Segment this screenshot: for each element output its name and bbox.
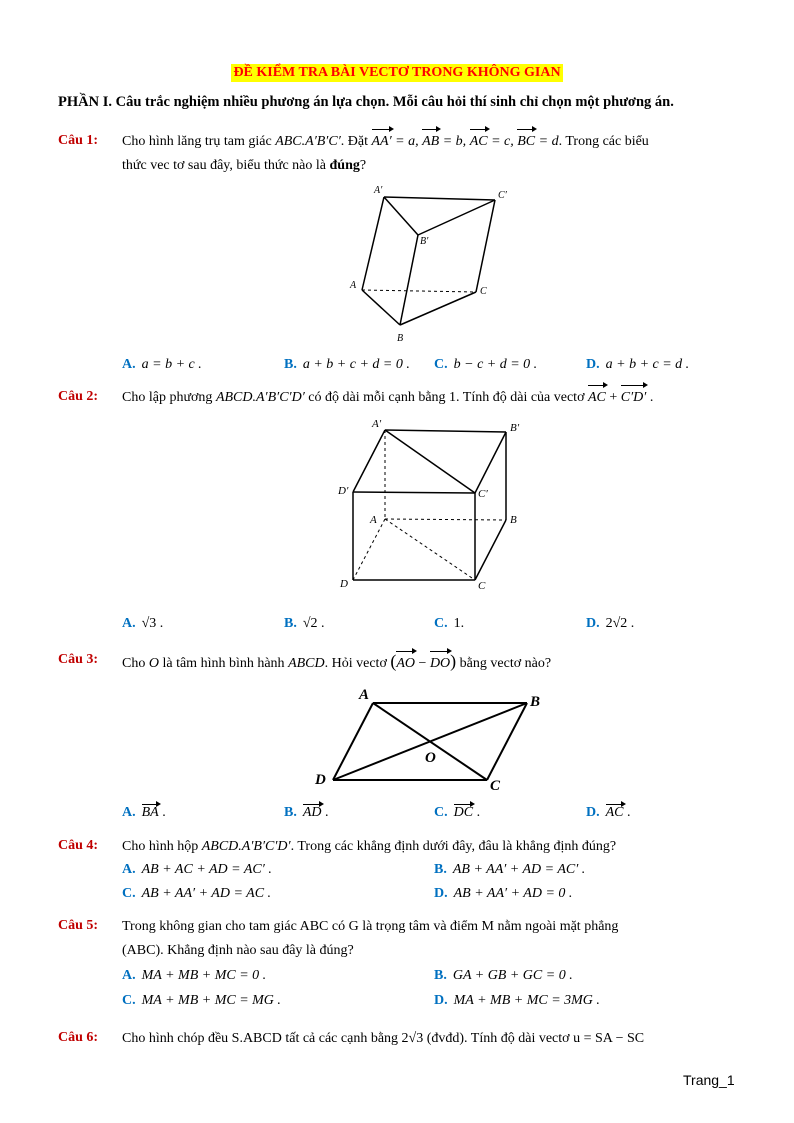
q1-text-pre: Cho hình lăng trụ tam giác — [122, 134, 276, 149]
q3-minus: − — [415, 656, 430, 671]
q1-fig-label-b1: B′ — [420, 236, 429, 247]
q1-prism: ABC.A′B′C′ — [275, 134, 341, 149]
q3-option-d-vec: AC — [605, 805, 624, 820]
q2-option-b-letter: B. — [284, 616, 297, 631]
q2-vec-cd: C′D′ — [621, 386, 647, 410]
q3-option-c-tail: . — [473, 805, 481, 820]
q4-text-post: . Trong các khẳng định dưới đây, đâu là khẳng định đúng? — [290, 839, 617, 854]
q1-line2-post: ? — [359, 158, 367, 173]
q1-option-b-text: a + b + c + d = 0 . — [302, 357, 410, 372]
q1-fig-label-a1: A′ — [374, 185, 383, 196]
q4-option-c[interactable] — [122, 886, 271, 902]
q1-def-a: = a, — [395, 134, 423, 149]
q5-line2: (ABC). Khẳng định nào sau đây là đúng? — [122, 943, 354, 958]
q5-option-c-text: MA + MB + MC = MG . — [141, 993, 281, 1008]
q3-text — [122, 649, 738, 676]
q1-option-a-letter: A. — [122, 357, 136, 372]
q4-option-c-letter: C. — [122, 886, 136, 901]
q1-fig-label-a: A — [350, 280, 357, 291]
q1-fig-label-b: B — [397, 333, 404, 344]
q2-fig-label-a1: A′ — [372, 418, 382, 430]
q3-text-pre: Cho — [122, 656, 149, 671]
q3-text-mid2: . Hỏi vectơ — [324, 656, 391, 671]
q4-box: ABCD.A′B′C′D′ — [201, 839, 291, 854]
q1-vec-aa: AA′ — [372, 130, 392, 154]
q3-option-a-letter: A. — [122, 805, 136, 820]
q4-option-a-letter: A. — [122, 862, 136, 877]
q1-option-d-letter: D. — [586, 357, 600, 372]
q3-text-post: bằng vectơ nào? — [456, 656, 552, 671]
q5-label: Câu 5: — [58, 918, 99, 933]
q1-prism-figure — [340, 180, 520, 345]
q1-option-b[interactable] — [284, 357, 410, 373]
q5-text — [122, 915, 738, 963]
q3-option-c-letter: C. — [434, 805, 448, 820]
q3-option-d-tail: . — [623, 805, 631, 820]
q2-option-d-text: 2√2 . — [605, 616, 635, 631]
q2-fig-label-b: B — [510, 514, 517, 526]
q3-close-paren: ) — [450, 651, 457, 671]
exam-title: ĐỀ KIỂM TRA BÀI VECTƠ TRONG KHÔNG GIAN — [233, 65, 561, 80]
q2-fig-label-d: D — [340, 578, 348, 590]
q4-option-a[interactable] — [122, 862, 272, 878]
q3-option-b[interactable] — [284, 805, 329, 821]
q4-option-b-text: AB + AA′ + AD = AC′ . — [452, 862, 586, 877]
q2-fig-label-a: A — [370, 514, 377, 526]
q3-option-a[interactable] — [122, 805, 166, 821]
q3-vec-ao: AO — [396, 652, 415, 676]
q3-text-mid: là tâm hình bình hành — [158, 656, 289, 671]
q2-option-d[interactable] — [586, 616, 634, 632]
q3-o: O — [148, 656, 159, 671]
q1-option-d-text: a + b + c = d . — [605, 357, 690, 372]
q3-option-b-letter: B. — [284, 805, 297, 820]
q5-option-b-letter: B. — [434, 968, 447, 983]
q3-label: Câu 3: — [58, 652, 99, 667]
q1-option-a[interactable] — [122, 357, 202, 373]
q3-fig-label-b: B — [530, 694, 541, 710]
q3-fig-label-d: D — [315, 772, 326, 788]
q3-option-c[interactable] — [434, 805, 480, 821]
q2-vec-ac: AC — [588, 386, 606, 410]
q3-abcd: ABCD — [288, 656, 325, 671]
q3-option-a-tail: . — [158, 805, 166, 820]
q1-fig-label-c: C — [480, 286, 487, 297]
q4-option-b[interactable] — [434, 862, 585, 878]
q2-cube-figure — [330, 415, 530, 595]
q4-text — [122, 835, 738, 859]
q3-open-paren: ( — [390, 651, 397, 671]
q6-label: Câu 6: — [58, 1030, 99, 1045]
q1-text-mid: . Đặt — [340, 134, 372, 149]
q2-label: Câu 2: — [58, 389, 99, 404]
q1-text — [122, 130, 738, 178]
q4-text-pre: Cho hình hộp — [122, 839, 202, 854]
q3-option-b-tail: . — [321, 805, 329, 820]
q3-parallelogram-figure — [310, 684, 560, 794]
q3-fig-label-o: O — [425, 750, 436, 766]
q2-fig-label-c: C — [478, 580, 486, 592]
q2-option-b-text: √2 . — [302, 616, 325, 631]
q2-option-a-letter: A. — [122, 616, 136, 631]
q2-option-c[interactable] — [434, 616, 464, 632]
q4-option-a-text: AB + AC + AD = AC′ . — [141, 862, 272, 877]
title-wrap — [0, 64, 794, 82]
q5-option-a-letter: A. — [122, 968, 136, 983]
q1-line2-pre: thức vec tơ sau đây, biểu thức nào là — [122, 158, 330, 173]
q2-option-a[interactable] — [122, 616, 163, 632]
q2-fig-label-b1: B′ — [510, 422, 520, 434]
q2-text-pre: Cho lập phương — [122, 390, 216, 405]
q2-plus: + — [605, 390, 621, 405]
q3-fig-label-a: A — [359, 687, 370, 703]
q2-fig-label-c1: C′ — [478, 488, 488, 500]
q2-fig-label-d1: D′ — [338, 485, 349, 497]
q4-option-b-letter: B. — [434, 862, 447, 877]
q1-option-b-letter: B. — [284, 357, 297, 372]
q3-option-b-vec: AD — [302, 805, 322, 820]
q1-vec-ac: AC — [470, 130, 488, 154]
q5-option-c-letter: C. — [122, 993, 136, 1008]
q2-option-d-letter: D. — [586, 616, 600, 631]
q4-option-d[interactable] — [434, 886, 572, 902]
q3-option-c-vec: DC — [453, 805, 474, 820]
page-number: Trang_1 — [683, 1072, 735, 1088]
q5-option-d[interactable] — [434, 993, 600, 1009]
q5-option-a[interactable] — [122, 968, 266, 984]
q4-option-d-text: AB + AA′ + AD = 0 . — [453, 886, 573, 901]
q3-option-d[interactable] — [586, 805, 631, 821]
q4-option-d-letter: D. — [434, 886, 448, 901]
q1-def-b: = b, — [442, 134, 470, 149]
q2-text-post: . — [646, 390, 654, 405]
section-heading: PHẦN I. Câu trắc nghiệm nhiều phương án lựa chọn. Mỗi câu hỏi thí sinh chỉ chọn một phương án. — [58, 94, 674, 110]
q1-text-post: . Trong các biểu — [558, 134, 649, 149]
q1-option-d[interactable] — [586, 357, 689, 373]
q1-option-a-text: a = b + c . — [141, 357, 202, 372]
q3-fig-label-c: C — [490, 778, 501, 794]
q2-text — [122, 386, 738, 410]
q1-label: Câu 1: — [58, 133, 99, 148]
q5-line1: Trong không gian cho tam giác ABC có G là trọng tâm và điểm M nằm ngoài mặt phẳng — [122, 919, 619, 934]
q1-vec-bc: BC — [517, 130, 535, 154]
q5-option-c[interactable] — [122, 993, 281, 1009]
q2-cube: ABCD.A′B′C′D′ — [215, 390, 305, 405]
q1-option-c-letter: C. — [434, 357, 448, 372]
q1-vec-ab: AB — [422, 130, 439, 154]
q1-option-c-text: b − c + d = 0 . — [453, 357, 538, 372]
q4-option-c-text: AB + AA′ + AD = AC . — [141, 886, 272, 901]
q2-option-c-text: 1. — [453, 616, 465, 631]
q5-option-b-text: GA + GB + GC = 0 . — [452, 968, 573, 983]
q2-option-c-letter: C. — [434, 616, 448, 631]
q5-option-d-text: MA + MB + MC = 3MG . — [453, 993, 600, 1008]
q2-option-a-text: √3 . — [141, 616, 164, 631]
q6-text: Cho hình chóp đều S.ABCD tất cả các cạnh bằng 2√3 (đvđd). Tính độ dài vectơ u = SA − SC — [122, 1031, 645, 1046]
q2-option-b[interactable] — [284, 616, 325, 632]
q5-option-a-text: MA + MB + MC = 0 . — [141, 968, 267, 983]
q3-vec-do: DO — [430, 652, 450, 676]
q5-option-b[interactable] — [434, 968, 573, 984]
q1-def-c: = c, — [491, 134, 518, 149]
q1-def-d: = d — [538, 134, 559, 149]
q1-fig-label-c1: C′ — [498, 190, 507, 201]
q4-label: Câu 4: — [58, 838, 99, 853]
q3-option-d-letter: D. — [586, 805, 600, 820]
q1-line2-bold: đúng — [329, 158, 360, 173]
q2-text-mid: có độ dài mỗi cạnh bằng 1. Tính độ dài của vectơ — [304, 390, 588, 405]
q3-option-a-vec: BA — [141, 805, 159, 820]
q5-option-d-letter: D. — [434, 993, 448, 1008]
q1-option-c[interactable] — [434, 357, 537, 373]
